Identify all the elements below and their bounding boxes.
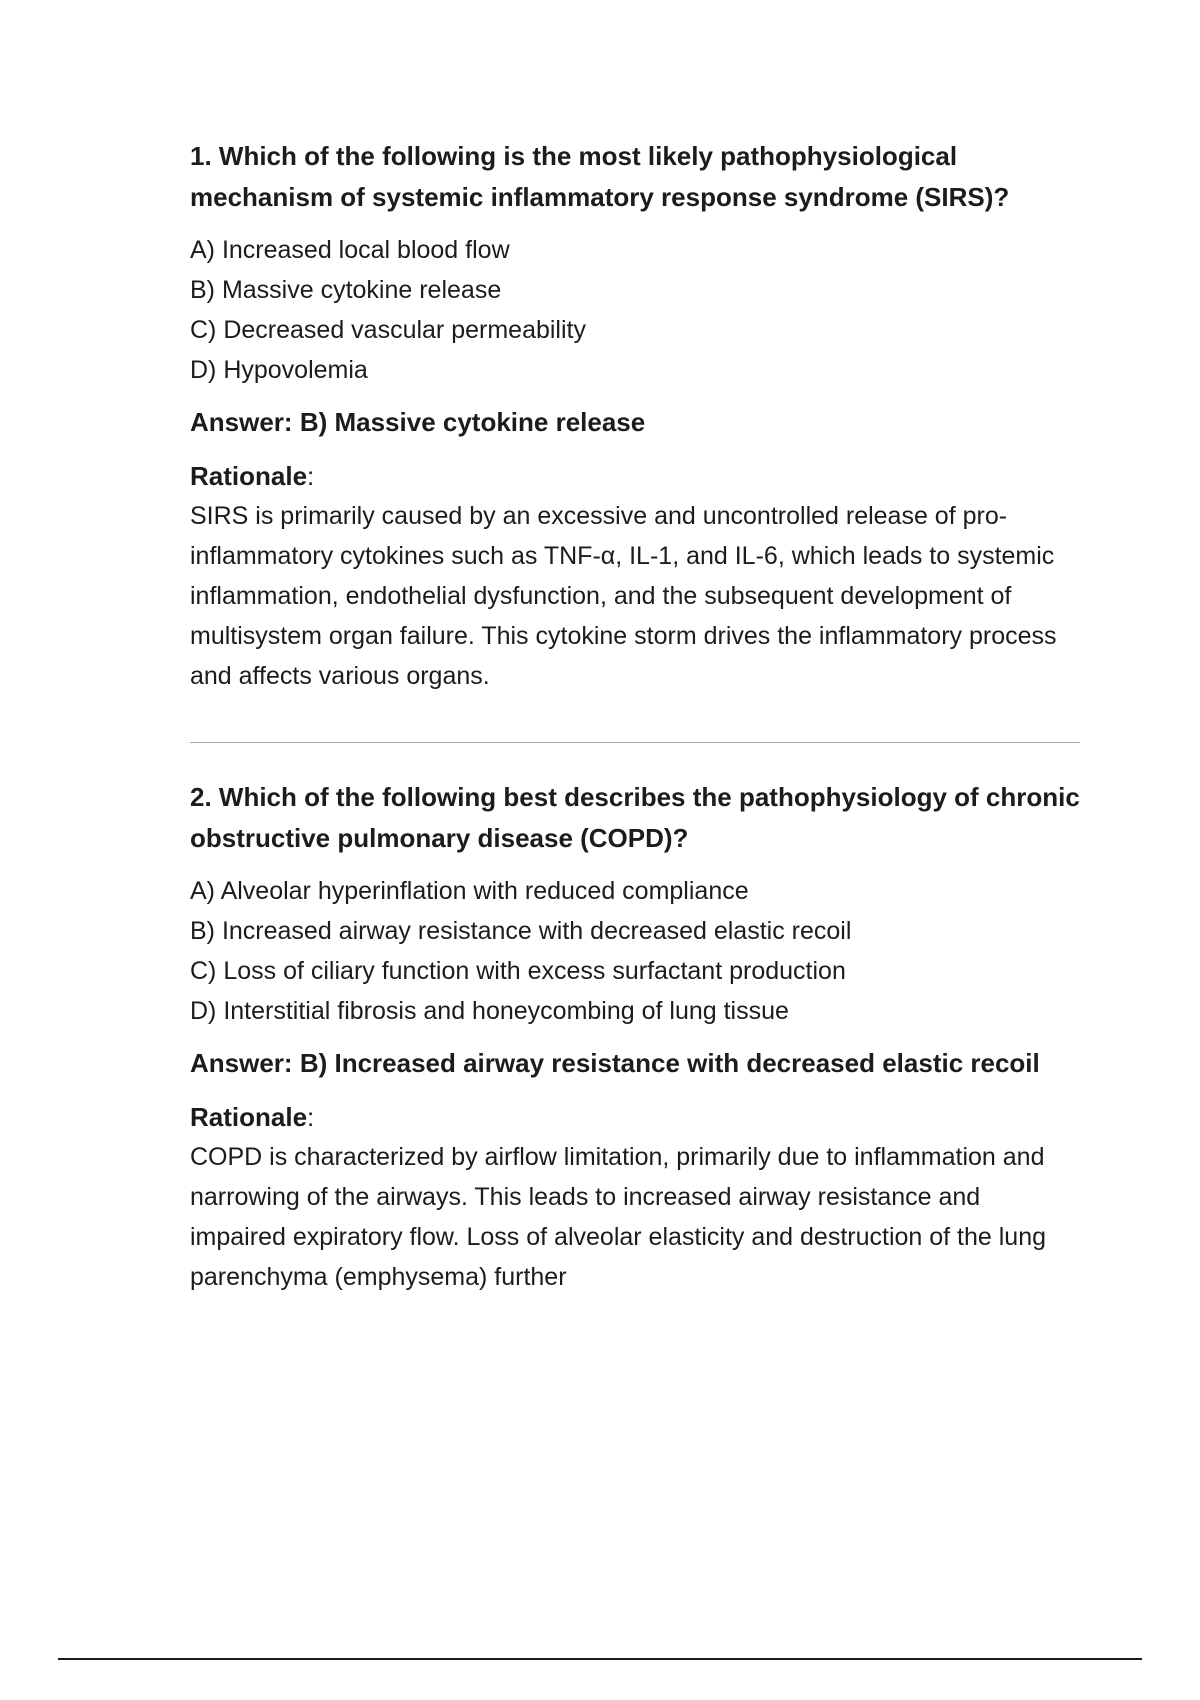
question-text: 1. Which of the following is the most likely pathophysiological mechanism of systemic inflammatory response syndrome (SIRS)? [190, 141, 1010, 212]
question-block-2 [190, 777, 1080, 1297]
answer-label: Answer: [190, 1048, 300, 1078]
option-d: D) Interstitial fibrosis and honeycombing of lung tissue [190, 997, 789, 1025]
option-c: C) Loss of ciliary function with excess surfactant production [190, 957, 846, 985]
rationale-text: SIRS is primarily caused by an excessive and uncontrolled release of pro-inflammatory cytokines such as TNF-α, IL-1, and IL-6, which leads to systemic inflammation, endothelial dysfunction, and the subsequent development of multisystem organ failure. This cytokine storm drives the inflammatory process and affects various organs. [190, 502, 1057, 690]
option-a: A) Alveolar hyperinflation with reduced compliance [190, 877, 749, 905]
footer-rule [58, 1658, 1142, 1660]
options-list [190, 230, 1080, 390]
answer-line [190, 1043, 1080, 1083]
document-content [190, 136, 1080, 1297]
rationale-heading [190, 456, 1080, 496]
rationale-heading [190, 1097, 1080, 1137]
rationale-colon: : [307, 461, 315, 491]
answer-text: B) Increased airway resistance with decreased elastic recoil [299, 1048, 1040, 1078]
answer-label: Answer: [190, 407, 300, 437]
section-divider [190, 742, 1080, 743]
option-c: C) Decreased vascular permeability [190, 316, 586, 344]
question-block-1 [190, 136, 1080, 696]
answer-line [190, 402, 1080, 442]
option-b: B) Massive cytokine release [190, 276, 502, 304]
option-b: B) Increased airway resistance with decreased elastic recoil [190, 917, 852, 945]
option-d: D) Hypovolemia [190, 356, 368, 384]
question-text: 2. Which of the following best describes the pathophysiology of chronic obstructive pulmonary disease (COPD)? [190, 782, 1080, 853]
rationale-label: Rationale [190, 461, 308, 491]
answer-text: B) Massive cytokine release [299, 407, 646, 437]
rationale-label: Rationale [190, 1102, 308, 1132]
rationale-text: COPD is characterized by airflow limitation, primarily due to inflammation and narrowing of the airways. This leads to increased airway resistance and impaired expiratory flow. Loss of alveolar elasticity and destruction of the lung parenchyma (emphysema) further [190, 1143, 1047, 1291]
rationale-colon: : [307, 1102, 315, 1132]
options-list [190, 871, 1080, 1031]
option-a: A) Increased local blood flow [190, 236, 510, 264]
